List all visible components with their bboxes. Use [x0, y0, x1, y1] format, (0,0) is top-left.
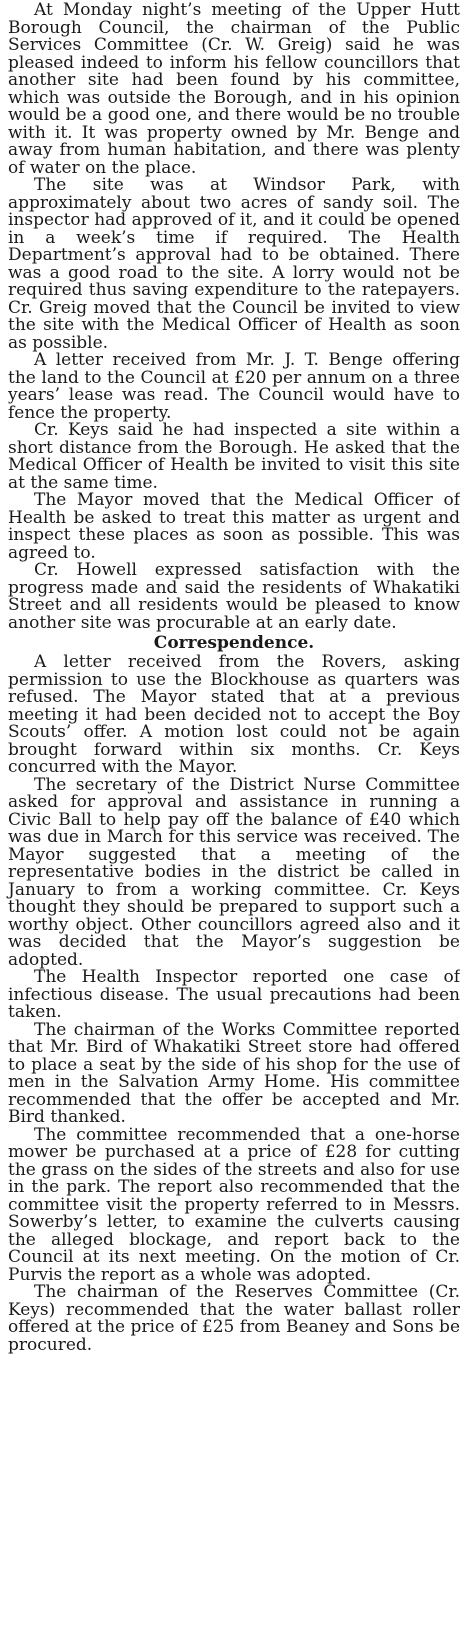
- paragraph-mayor-motion: The Mayor moved that the Medical Officer of Health be asked to treat this matter as urgent and inspect these places as soon as possible. This was agreed to.: [8, 490, 460, 563]
- paragraph-reserves-committee: The chairman of the Reserves Committee (Cr. Keys) recommended that the water ballast roller offered at the price of £25 from Beaney and Sons be procured.: [8, 1282, 460, 1355]
- paragraph-howell-satisfaction: Cr. Howell expressed satisfaction with the progress made and said the residents of Whakatiki Street and all residents would be pleased to know another site was procurable at an early date.: [8, 560, 460, 633]
- paragraph-windsor-park-site: The site was at Windsor Park, with approximately about two acres of sandy soil. The inspector had approved of it, and it could be opened in a week’s time if required. The Health Department’s approval had to be obtained. There was a good road to the site. A lorry would not be required thus saving expenditure to the ratepayers. Cr. Greig moved that the Council be invited to view the site with the Medical Officer of Health as soon as possible.: [8, 175, 460, 353]
- paragraph-district-nurse: The secretary of the District Nurse Committee asked for approval and assistance in running a Civic Ball to help pay off the balance of £40 which was due in March for this service was received. The Mayor suggested that a meeting of the representative bodies in the district be called in January to from a working committee. Cr. Keys thought they should be prepared to support such a worthy object. Other councillors agreed also and it was decided that the Mayor’s suggestion be adopted.: [8, 774, 460, 970]
- paragraph-rovers-letter: A letter received from the Rovers, asking permission to use the Blockhouse as quarters was refused. The Mayor stated that at a previous meeting it had been decided not to accept the Boy Scouts’ offer. A motion lost could not be again brought forward within six months. Cr. Keys concurred with the Mayor.: [8, 652, 460, 777]
- article-column: [8, 2, 460, 1354]
- section-heading-correspondence: Correspendence.: [153, 633, 315, 653]
- paragraph-benge-letter: A letter received from Mr. J. T. Benge offering the land to the Council at £20 per annum on a three years’ lease was read. The Council would have to fence the property.: [8, 350, 460, 423]
- paragraph-health-inspector: The Health Inspector reported one case of infectious disease. The usual precautions had been taken.: [8, 967, 460, 1022]
- paragraph-mower-recommendation: The committee recommended that a one-horse mower be purchased at a price of £28 for cutting the grass on the sides of the streets and also for use in the park. The report also recommended that the committee visit the property referred to in Messrs. Sowerby’s letter, to examine the culverts causing the alleged blockage, and report back to the Council at its next meeting. On the motion of Cr. Purvis the report as a whole was adopted.: [8, 1124, 460, 1285]
- paragraph-keys-site: Cr. Keys said he had inspected a site within a short distance from the Borough. He asked that the Medical Officer of Health be invited to visit this site at the same time.: [8, 420, 460, 493]
- paragraph-works-committee: The chairman of the Works Committee reported that Mr. Bird of Whakatiki Street store had offered to place a seat by the side of his shop for the use of men in the Salvation Army Home. His committee recommended that the offer be accepted and Mr. Bird thanked.: [8, 1019, 460, 1127]
- paragraph-meeting-intro: At Monday night’s meeting of the Upper Hutt Borough Council, the chairman of the Public Services Committee (Cr. W. Greig) said he was pleased indeed to inform his fellow councillors that another site had been found by his committee, which was outside the Borough, and in his opinion would be a good one, and there would be no trouble with it. It was property owned by Mr. Benge and away from human habitation, and there was plenty of water on the place.: [8, 0, 460, 178]
